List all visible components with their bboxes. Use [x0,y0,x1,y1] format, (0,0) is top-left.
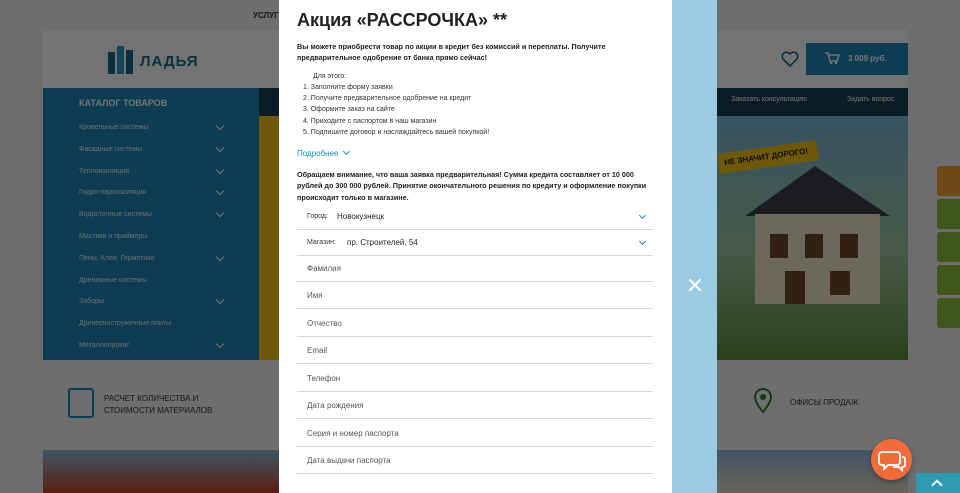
chat-button[interactable] [871,439,912,480]
scroll-top-button[interactable] [916,473,960,493]
step-item: 5. Подпишите договор и наслаждайтесь вашей покупкой! [303,128,490,136]
step-item: 3. Оформите заказ на сайте [303,106,395,114]
city-select[interactable] [297,206,653,230]
city-label: Город: [307,213,328,220]
step-item: 1. Заполните форму заявки [303,84,393,91]
close-icon[interactable] [686,276,704,294]
more-details-link[interactable] [297,149,349,158]
modal-title: Акция «РАССРОЧКА» ** [297,10,508,30]
shop-select[interactable] [297,232,653,256]
firstname-field[interactable] [297,282,653,309]
email-field[interactable] [297,337,653,364]
chevron-down-icon [342,148,349,155]
shop-value: пр. Строителей, 54 [347,238,418,247]
installment-modal [279,0,672,493]
shop-label: Магазин: [307,239,336,246]
lastname-field[interactable] [297,255,653,282]
intro-text: Вы можете приобрести товар по акции в кредит без комиссий и переплаты. Получите предварительное одобрение от банка прямо сейчас! [297,42,606,62]
passport-date-field[interactable] [297,447,653,474]
passport-field[interactable] [297,420,653,447]
chevron-down-icon [639,238,646,245]
notice-text: Обращаем внимание, что ваша заявка предварительная! Сумма кредита составляет от 10 000 рублей до 300 000 рублей. Принятие окончательного решения по кредиту и оформление покупки происходит только в магазине. [297,170,647,202]
chevron-up-icon [931,479,942,490]
steps-list [303,84,489,140]
phone-field[interactable] [297,365,653,392]
patronymic-field[interactable] [297,310,653,337]
more-details-label: Подробнее [297,149,339,158]
chevron-down-icon [639,212,646,219]
steps-heading: Для этого: [313,73,347,80]
step-item: 2. Получите предварительное одобрение на кредит [303,95,472,103]
modal-side-panel [672,0,717,493]
city-value: Новокузнецк [337,212,385,221]
birthdate-field[interactable] [297,392,653,419]
chat-icon [871,439,912,480]
step-item: 4. Приходите с паспортом в наш магазин [303,117,437,125]
